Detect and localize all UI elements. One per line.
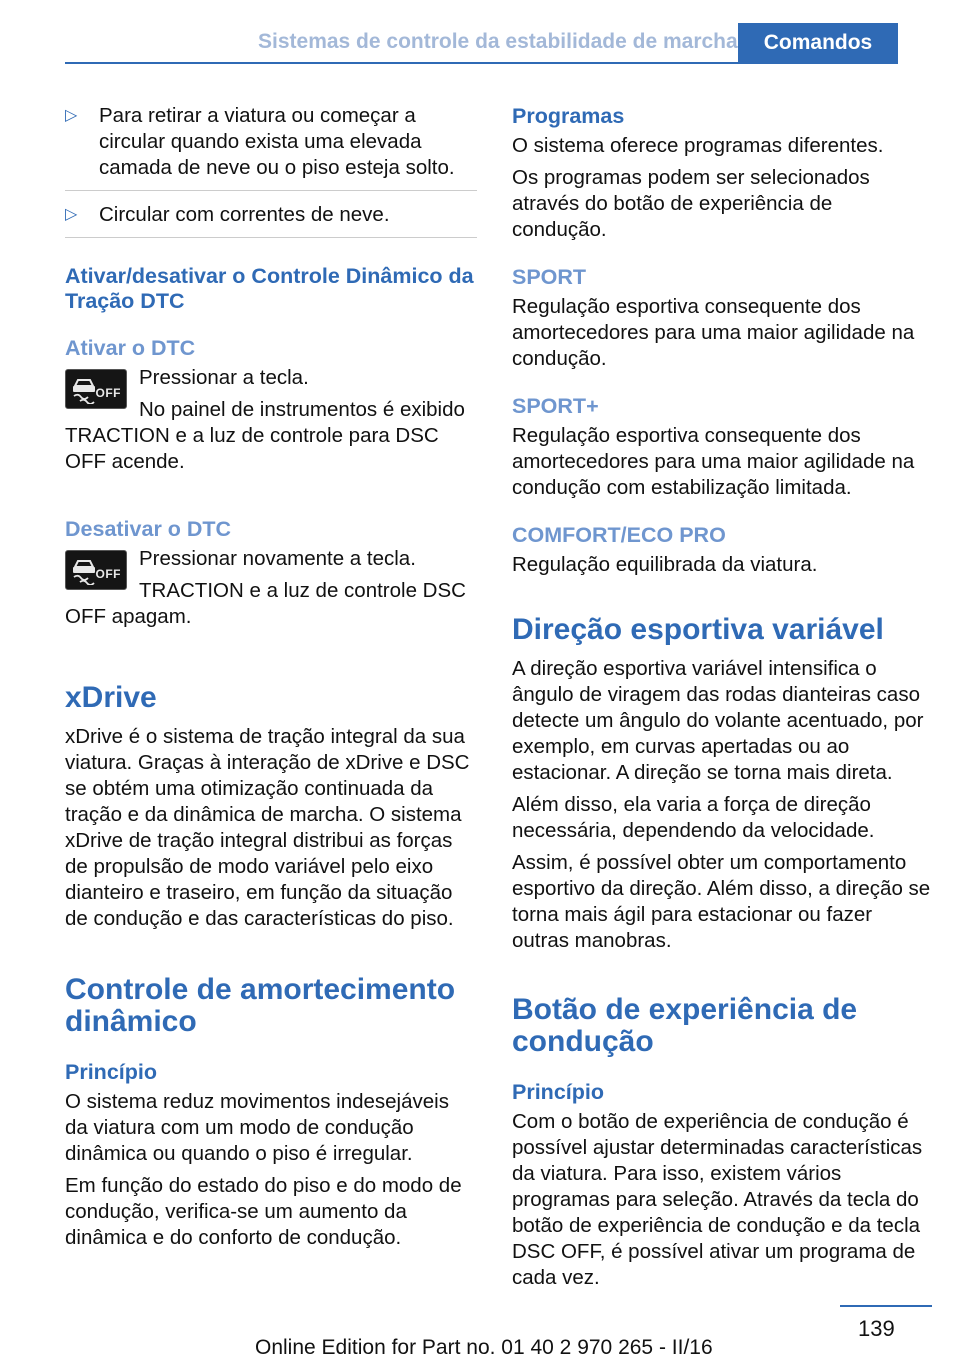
variable-steering-text-2: Além disso, ela varia a força de direção necessária, dependendo da velocidade. (512, 793, 875, 842)
page-header (0, 0, 960, 62)
dsc-off-button-icon (65, 550, 127, 590)
damping-principle-heading: Princípio (65, 1060, 157, 1084)
driving-experience-heading: Botão de experiência de condução (512, 993, 858, 1058)
activate-dtc-heading: Ativar o DTC (65, 336, 196, 360)
triangle-bullet-icon: ▷ (65, 206, 78, 223)
sport-heading: SPORT (512, 265, 587, 289)
edition-note: Online Edition for Part no. 01 40 2 970 265 - II/16 (255, 1336, 713, 1359)
programs-text-2: Os programas podem ser selecionados através do botão de experiência de condução. (512, 166, 870, 241)
dsc-off-button-icon (65, 369, 127, 409)
right-column (512, 100, 932, 1297)
comfort-eco-pro-heading: COMFORT/ECO PRO (512, 523, 726, 547)
list-item (65, 199, 477, 238)
header-divider (65, 62, 898, 64)
page-number: 139 (858, 1316, 895, 1341)
damping-heading: Controle de amortecimento dinâmico (65, 973, 456, 1038)
damping-text-2: Em função do estado do piso e do modo de condução, verifica-se um aumento da dinâmica e do conforto de condução. (65, 1174, 462, 1249)
xdrive-text: xDrive é o sistema de tração integral da sua viatura. Graças à interação de xDrive e DSC se obtém uma otimização continuada da tração e da dinâmica de marcha. O sistema xDrive de tração integral distribui as forças de propulsão de modo variável pelo eixo dianteiro e traseiro, em função da situação de condução e das características do piso. (65, 725, 470, 930)
variable-steering-heading: Direção esportiva variável (512, 613, 884, 646)
deactivate-dtc-heading: Desativar o DTC (65, 517, 232, 541)
driving-experience-text: Com o botão de experiência de condução é possível ajustar determinadas características da viatura. Para isso, existem vários programas para seleção. Através da tecla do botão de experiência de condução e da tecla DSC OFF, é possível ativar um programa de cada vez. (512, 1110, 923, 1289)
comfort-eco-pro-text: Regulação equilibrada da viatura. (512, 553, 818, 576)
off-label: OFF (95, 567, 121, 581)
sport-plus-text: Regulação esportiva consequente dos amortecedores para uma maior agilidade na condução com estabilização limitada. (512, 424, 915, 499)
triangle-bullet-icon: ▷ (65, 107, 78, 124)
activate-step-text: Pressionar a tecla. (139, 366, 309, 389)
activate-result-text: No painel de instrumentos é exibido TRACTION e a luz de controle para DSC OFF acende. (65, 398, 465, 473)
deactivate-result-text: TRACTION e a luz de controle DSC OFF apagam. (65, 579, 466, 628)
footer-divider (840, 1305, 932, 1307)
programs-heading: Programas (512, 104, 625, 128)
damping-text-1: O sistema reduz movimentos indesejáveis da viatura com um modo de condução dinâmica ou quando o piso é irregular. (65, 1090, 449, 1165)
list-item (65, 100, 477, 191)
driving-experience-principle-heading: Princípio (512, 1080, 604, 1104)
header-section-title: Sistemas de controle da estabilidade de marcha (258, 30, 738, 53)
variable-steering-text-3: Assim, é possível obter um comportamento esportivo da direção. Além disso, a direção se torna mais ágil para estacionar ou fazer outras manobras. (512, 851, 931, 952)
left-column (65, 100, 477, 1257)
dtc-heading: Ativar/desativar o Controle Dinâmico da Tração DTC (65, 264, 474, 313)
bullet-list (65, 100, 477, 238)
sport-plus-heading: SPORT+ (512, 394, 599, 418)
variable-steering-text-1: A direção esportiva variável intensifica o ângulo de viragem das rodas dianteiras caso detecte um ângulo do volante acentuado, por exemplo, em curvas apertadas ou ao estacionar. A direção se torna mais direta. (512, 657, 924, 784)
deactivate-step-text: Pressionar novamente a tecla. (139, 547, 416, 570)
sport-text: Regulação esportiva consequente dos amortecedores para uma maior agilidade na condução. (512, 295, 915, 370)
xdrive-heading: xDrive (65, 681, 157, 714)
header-chapter-tab[interactable]: Comandos (738, 23, 898, 63)
off-label: OFF (95, 386, 121, 400)
list-item-text: Circular com correntes de neve. (99, 203, 390, 226)
programs-text-1: O sistema oferece programas diferentes. (512, 134, 884, 157)
list-item-text: Para retirar a viatura ou começar a circular quando exista uma elevada camada de neve ou o piso esteja solto. (99, 104, 455, 179)
